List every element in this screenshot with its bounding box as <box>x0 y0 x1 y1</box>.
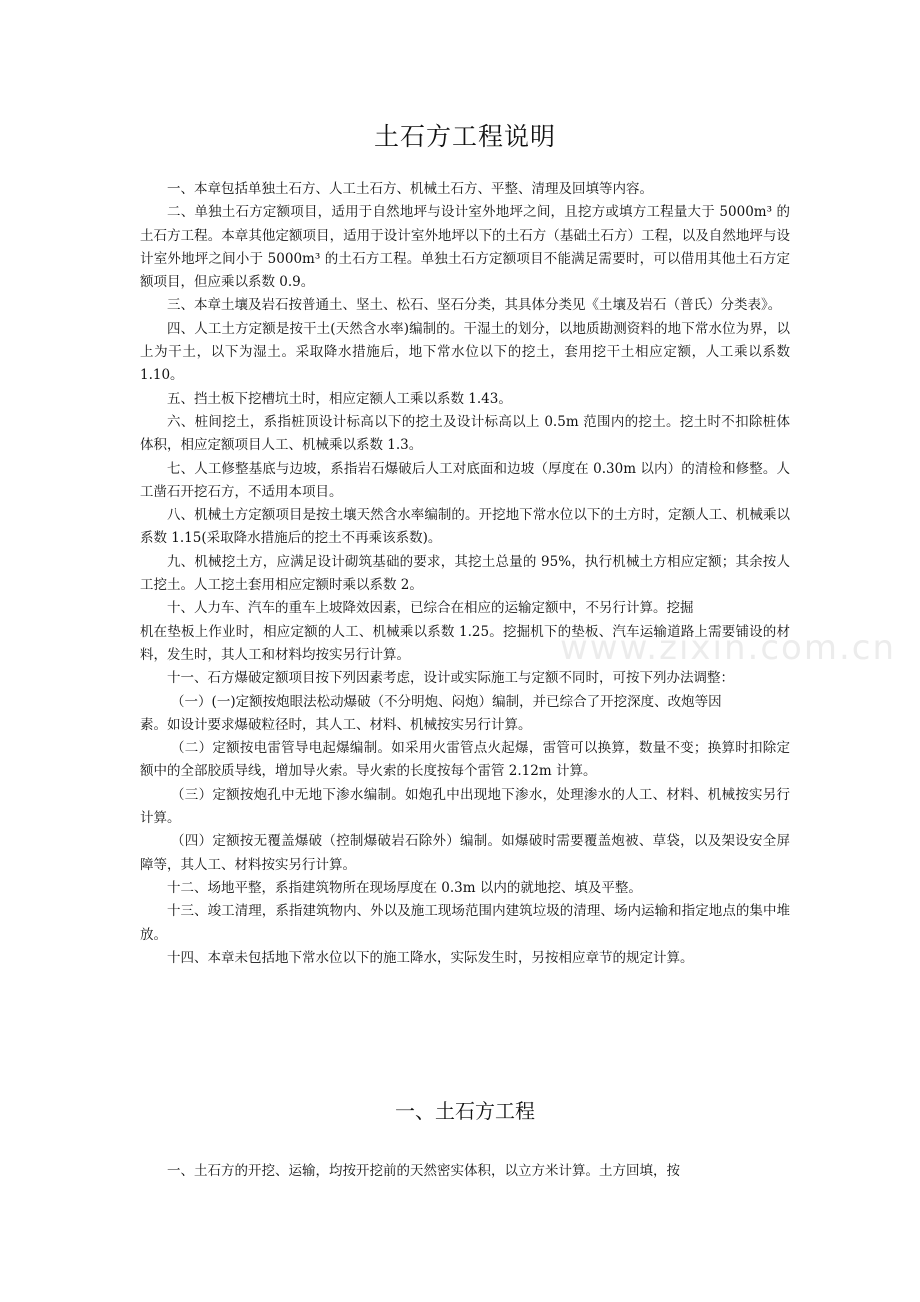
paragraph-7: 七、人工修整基底与边坡，系指岩石爆破后人工对底面和边坡（厚度在 0.30m 以内）的清检和修整。人工凿石开挖石方，不适用本项目。 <box>140 460 790 500</box>
paragraph-14: 十四、本章未包括地下常水位以下的施工降水，实际发生时，另按相应章节的规定计算。 <box>167 949 694 966</box>
paragraph-12: 十二、场地平整，系指建筑物所在现场厚度在 0.3m 以内的就地挖、填及平整。 <box>167 879 642 896</box>
paragraph-13: 十三、竣工清理，系指建筑物内、外以及施工现场范围内建筑垃圾的清理、场内运输和指定地点的集中堆放。 <box>140 903 790 943</box>
section-body <box>140 1160 790 1183</box>
paragraph-8: 八、机械土方定额项目是按土壤天然含水率编制的。开挖地下常水位以下的土方时，定额人工、机械乘以系数 1.15(采取降水措施后的挖土不再乘该系数)。 <box>140 507 790 547</box>
section-paragraph-1: 一、土石方的开挖、运输，均按开挖前的天然密实体积，以立方米计算。土方回填，按 <box>167 1163 680 1179</box>
paragraph-5: 五、挡土板下挖槽坑土时，相应定额人工乘以系数 1.43。 <box>167 390 512 407</box>
document-body <box>140 178 790 970</box>
paragraph-1: 一、本章包括单独土石方、人工土石方、机械土石方、平整、清理及回填等内容。 <box>167 181 653 197</box>
paragraph-9: 九、机械挖土方，应满足设计砌筑基础的要求，其挖土总量的 95%，执行机械土方相应定额；其余按人工挖土。人工挖土套用相应定额时乘以系数 2。 <box>140 553 790 594</box>
paragraph-11-item-1-continued: 素。如设计要求爆破粒径时，其人工、材料、机械按实另行计算。 <box>140 716 532 733</box>
paragraph-11-item-4: （四）定额按无覆盖爆破（控制爆破岩石除外）编制。如爆破时需要覆盖炮被、草袋，以及架设安全屏障等，其人工、材料按实另行计算。 <box>140 833 790 873</box>
paragraph-11-item-1: （一）(一)定额按炮眼法松动爆破（不分明炮、闷炮）编制，并已综合了开挖深度、改炮等因 <box>171 693 722 710</box>
paragraph-2: 二、单独土石方定额项目，适用于自然地坪与设计室外地坪之间，且挖方或填方工程量大于 5000m³ 的土石方工程。本章其他定额项目，适用于设计室外地坪以下的土石方（基础土石方）工程，以及自然地坪与设计室外地坪之间小于 5000m³ 的土石方工程。单独土石方定额项目不能满足需要时，可以借用其他土石方定额项目，但应乘以系数 0.9。 <box>140 204 790 291</box>
watermark: www.zixin.com.cn <box>560 628 896 668</box>
paragraph-6: 六、桩间挖土，系指桩顶设计标高以下的挖土及设计标高以上 0.5m 范围内的挖土。挖土时不扣除桩体体积，相应定额项目人工、机械乘以系数 1.3。 <box>140 413 790 454</box>
section-heading: 一、土石方工程 <box>395 1099 535 1123</box>
paragraph-3: 三、本章土壤及岩石按普通土、坚土、松石、坚石分类，其具体分类见《土壤及岩石（普氏）分类表》。 <box>167 297 782 314</box>
document-title: 土石方工程说明 <box>373 122 556 151</box>
paragraph-10: 十、人力车、汽车的重车上坡降效因素，已综合在相应的运输定额中，不另行计算。挖掘 <box>167 600 694 617</box>
paragraph-11-item-2: （二）定额按电雷管导电起爆编制。如采用火雷管点火起爆，雷管可以换算，数量不变；换算时扣除定额中的全部胶质导线，增加导火索。导火索的长度按每个雷管 2.12m 计算。 <box>140 740 790 780</box>
paragraph-11-item-3: （三）定额按炮孔中无地下渗水编制。如炮孔中出现地下渗水，处理渗水的人工、材料、机械按实另行计算。 <box>140 786 790 827</box>
paragraph-11: 十一、石方爆破定额项目按下列因素考虑，设计或实际施工与定额不同时，可按下列办法调整： <box>167 670 734 687</box>
paragraph-10-continued: 机在垫板上作业时，相应定额的人工、机械乘以系数 1.25。挖掘机下的垫板、汽车运输道路上需要铺设的材料，发生时，其人工和材料均按实另行计算。 <box>140 623 790 663</box>
paragraph-4: 四、人工土方定额是按干土(天然含水率)编制的。干湿土的划分，以地质勘测资料的地下常水位为界，以上为干土，以下为湿土。采取降水措施后，地下常水位以下的挖土，套用挖干土相应定额，人工乘以系数 1.10。 <box>140 320 790 384</box>
